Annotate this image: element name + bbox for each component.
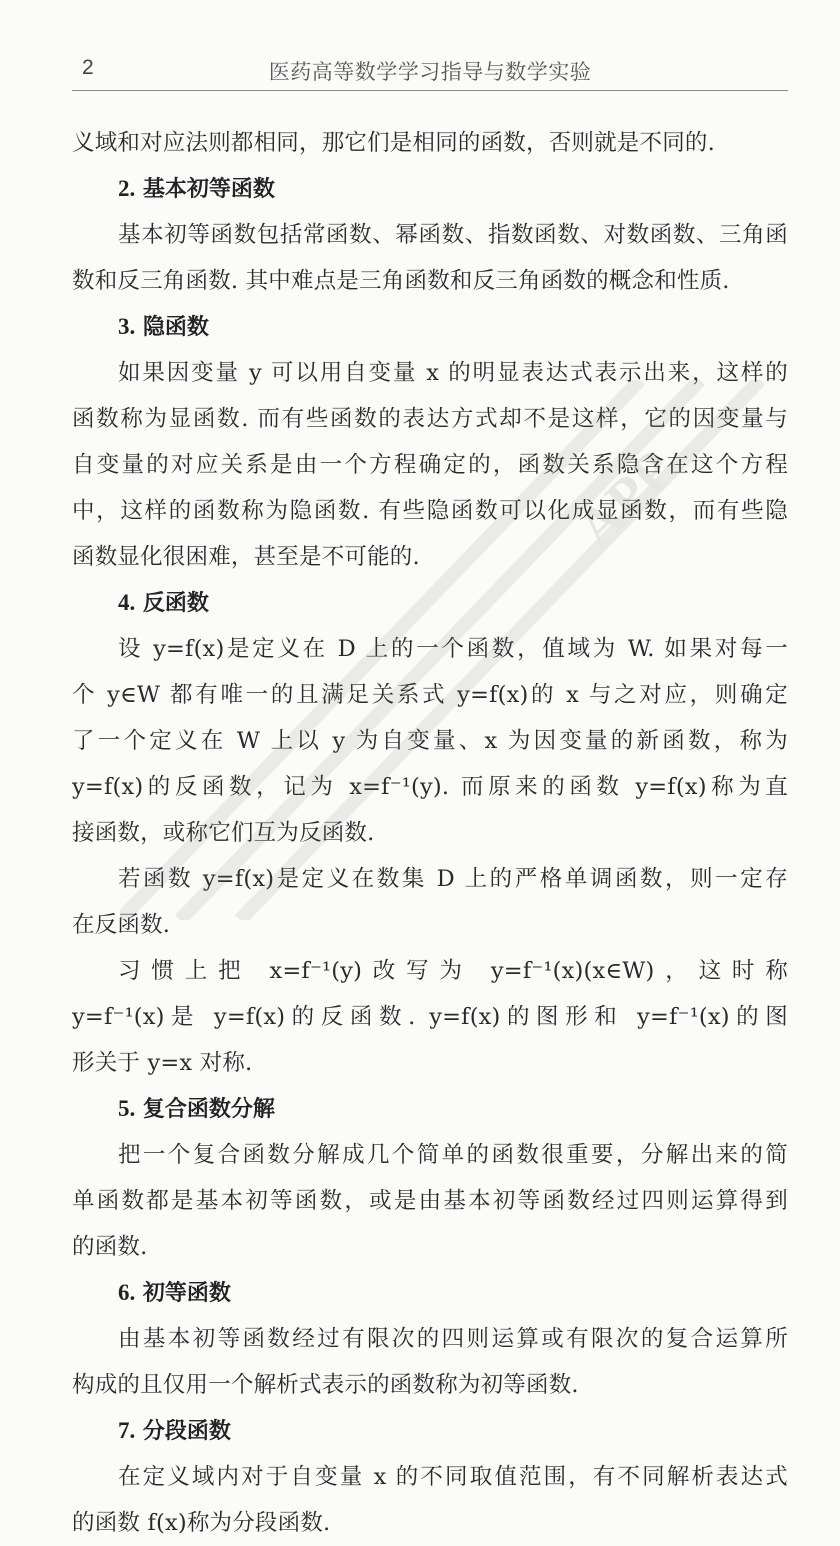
section-heading [72,1408,788,1454]
section-title: 隐函数 [142,315,209,340]
section-number: 3. [118,314,136,339]
text-line: y=f(x)的反函数，记为 x=f⁻¹(y). 而原来的函数 y=f(x)称为直 [72,774,788,800]
text-line: 函数称为显函数. 而有些函数的表达方式却不是这样，它的因变量与 [72,406,788,432]
svg-text:APP: APP [565,438,687,560]
text-line: 了一个定义在 W 上以 y 为自变量、x 为因变量的新函数，称为 [72,728,788,754]
text-line: 习惯上把 x=f⁻¹(y)改写为 y=f⁻¹(x)(x∈W)，这时称 [118,958,788,984]
section-title: 初等函数 [142,1281,231,1306]
text-line: 个 y∈W 都有唯一的且满足关系式 y=f(x)的 x 与之对应，则确定 [72,682,788,708]
text-line: 的函数 f(x)称为分段函数. [72,1510,331,1536]
section-number: 4. [118,590,136,615]
text-line: 由基本初等函数经过有限次的四则运算或有限次的复合运算所 [118,1326,788,1352]
text-line: 设 y=f(x)是定义在 D 上的一个函数，值域为 W. 如果对每一 [118,636,788,662]
section-heading [72,1270,788,1316]
section-heading [72,580,788,626]
text-line: y=f⁻¹(x)是 y=f(x)的反函数. y=f(x)的图形和 y=f⁻¹(x)的图 [72,1004,788,1030]
text-line: 函数显化很困难，甚至是不可能的. [72,544,420,570]
text-line: 中，这样的函数称为隐函数. 有些隐函数可以化成显函数，而有些隐 [72,498,788,524]
text-line: 形关于 y=x 对称. [72,1050,253,1076]
text-line: 构成的且仅用一个解析式表示的函数称为初等函数. [72,1372,579,1398]
text-line: 的函数. [72,1234,148,1260]
section-number: 7. [118,1418,136,1443]
page-number: 2 [82,56,94,79]
text-line: 如果因变量 y 可以用自变量 x 的明显表达式表示出来，这样的 [118,360,788,386]
running-title: 医药高等数学学习指导与数学实验 [268,61,592,84]
page-header [72,54,788,91]
section-title: 基本初等函数 [142,177,275,202]
text-line: 基本初等函数包括常函数、幂函数、指数函数、对数函数、三角函 [118,222,788,248]
section-title: 反函数 [142,591,209,616]
section-number: 6. [118,1280,136,1305]
text-line: 在反函数. [72,912,171,938]
text-line: 在定义域内对于自变量 x 的不同取值范围，有不同解析表达式 [118,1464,788,1490]
page-body [72,120,788,1546]
section-heading [72,304,788,350]
text-line: 把一个复合函数分解成几个简单的函数很重要，分解出来的简 [118,1142,788,1168]
section-title: 复合函数分解 [142,1097,275,1122]
text-line: 接函数，或称它们互为反函数. [72,820,375,846]
text-line: 数和反三角函数. 其中难点是三角函数和反三角函数的概念和性质. [72,268,730,294]
text-line: 义域和对应法则都相同，那它们是相同的函数，否则就是不同的. [72,130,715,156]
text-line: 自变量的对应关系是由一个方程确定的，函数关系隐含在这个方程 [72,452,788,478]
section-heading [72,1086,788,1132]
section-number: 5. [118,1096,136,1121]
section-heading [72,166,788,212]
text-line: 若函数 y=f(x)是定义在数集 D 上的严格单调函数，则一定存 [118,866,788,892]
section-title: 分段函数 [142,1419,231,1444]
text-line: 单函数都是基本初等函数，或是由基本初等函数经过四则运算得到 [72,1188,788,1214]
section-number: 2. [118,176,136,201]
